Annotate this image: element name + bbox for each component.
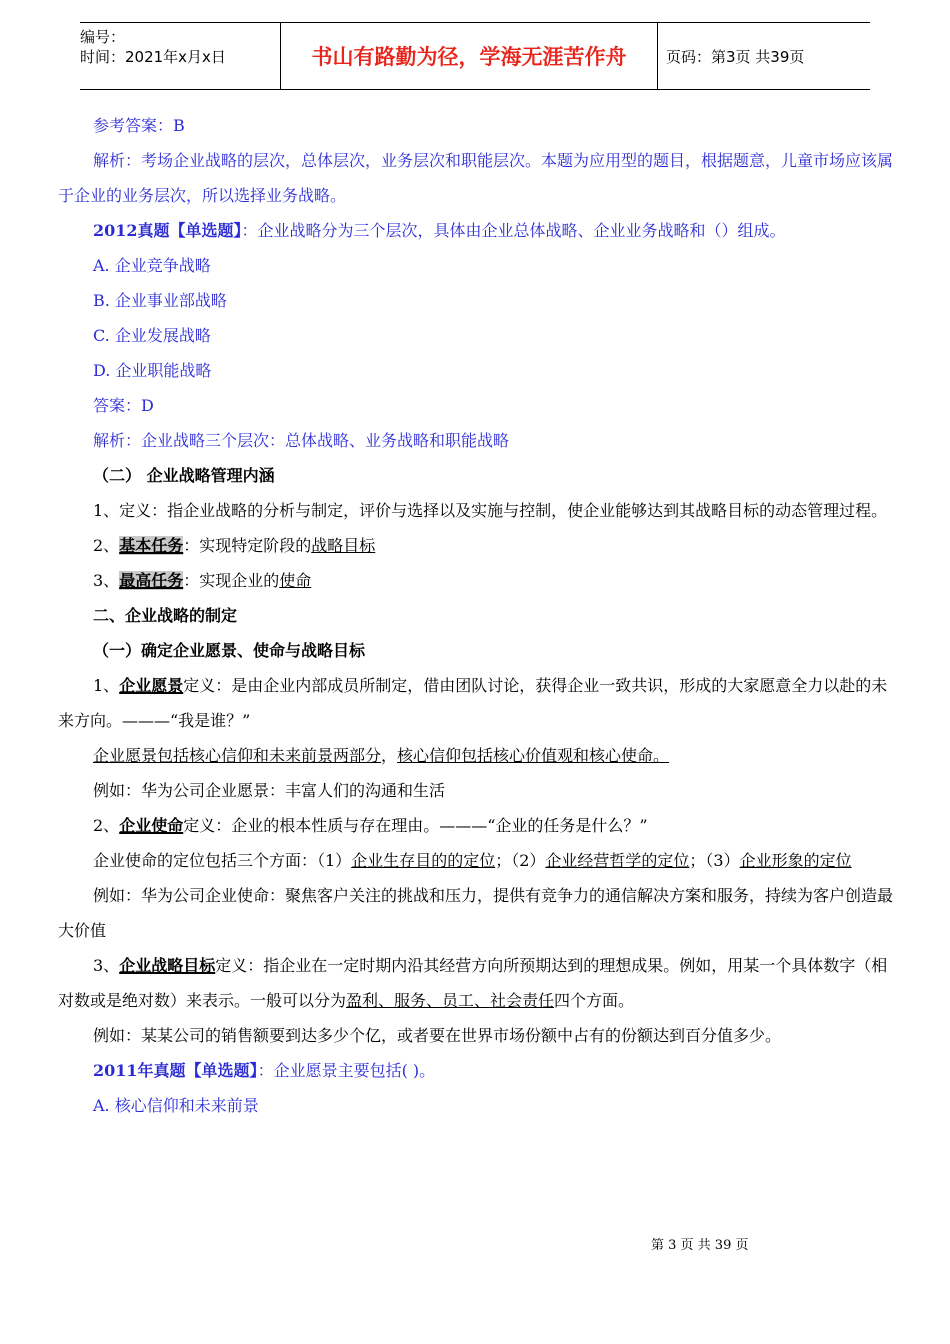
definition-paragraph: 1、定义：指企业战略的分析与制定，评价与选择以及实施与控制，使企业能够达到其战略目标的动态管理过程。 bbox=[93, 501, 888, 520]
question-2011-text: ：企业愿景主要包括( )。 bbox=[257, 1061, 436, 1080]
vision-text: 定义：是由企业内部成员所制定，借由团队讨论，获得企业一致共识，形成的大家愿意全力以赴的未来方向。———“我是谁？” bbox=[58, 676, 888, 730]
vision-components-sep: ， bbox=[381, 746, 398, 765]
option-c: C. 企业发展战略 bbox=[93, 326, 211, 345]
mission-definition bbox=[58, 808, 894, 843]
basic-task-number: 2、 bbox=[93, 536, 120, 555]
document-body bbox=[58, 108, 894, 1123]
header-page-code: 页码：第3页 共39页 bbox=[666, 47, 805, 66]
goal-four-aspects: 盈利、服务、员工、社会责任 bbox=[346, 991, 555, 1010]
page-footer: 第 3 页 共 39 页 bbox=[651, 1238, 749, 1253]
vision-example: 例如：华为公司企业愿景：丰富人们的沟通和生活 bbox=[93, 781, 446, 800]
question-2011-option-a: A. 核心信仰和未来前景 bbox=[93, 1096, 259, 1115]
top-task-number: 3、 bbox=[93, 571, 120, 590]
mission-positioning bbox=[58, 843, 894, 878]
mission-positioning-3: 企业形象的定位 bbox=[739, 851, 852, 870]
goal-example: 例如：某某公司的销售额要到达多少个亿，或者要在世界市场份额中占有的份额达到百分值多少。 bbox=[93, 1026, 782, 1045]
mission-positioning-sep1: ；（2） bbox=[495, 851, 546, 870]
mission-positioning-2: 企业经营哲学的定位 bbox=[545, 851, 690, 870]
top-task-term: 最高任务 bbox=[119, 571, 184, 590]
goal-number: 3、 bbox=[93, 956, 120, 975]
vision-term: 企业愿景 bbox=[119, 676, 184, 695]
mission-positioning-prefix: 企业使命的定位包括三个方面：（1） bbox=[93, 851, 352, 870]
mission-positioning-1: 企业生存目的的定位 bbox=[351, 851, 496, 870]
subsection-heading-vision: （一）确定企业愿景、使命与战略目标 bbox=[93, 641, 366, 660]
vision-components-part2: 核心信仰包括核心价值观和核心使命。 bbox=[397, 746, 670, 765]
option-d: D. 企业职能战略 bbox=[93, 361, 212, 380]
header-time: 时间：2021年x月x日 bbox=[80, 48, 226, 66]
header-number-label: 编号： bbox=[80, 28, 126, 46]
goal-definition bbox=[58, 948, 894, 1018]
goal-text: 定义：指企业在一定时期内沿其经营方向所预期达到的理想成果。例如，用某一个具体数字（相对数或是绝对数）来表示。一般可以分为 bbox=[58, 956, 888, 1010]
question-2012-tag: 2012真题【单选题】 bbox=[93, 221, 242, 240]
question-2011-year: 2011年真题 bbox=[93, 1061, 186, 1080]
vision-components-part1: 企业愿景包括核心信仰和未来前景两部分 bbox=[93, 746, 382, 765]
top-task-target: 使命 bbox=[279, 571, 312, 590]
basic-task-target: 战略目标 bbox=[311, 536, 376, 555]
top-task-line bbox=[58, 563, 894, 598]
question-2011-tag: 【单选题】 bbox=[185, 1061, 258, 1080]
basic-task-term: 基本任务 bbox=[119, 536, 184, 555]
goal-tail: 四个方面。 bbox=[554, 991, 635, 1010]
vision-number: 1、 bbox=[93, 676, 120, 695]
mission-positioning-sep2: ；（3） bbox=[689, 851, 740, 870]
section-heading-formulation: 二、企业战略的制定 bbox=[93, 606, 238, 625]
reference-answer: 参考答案：B bbox=[93, 116, 185, 135]
mission-number: 2、 bbox=[93, 816, 120, 835]
question-2011 bbox=[58, 1053, 894, 1088]
mission-term: 企业使命 bbox=[119, 816, 184, 835]
answer-analysis: 解析：企业战略三个层次：总体战略、业务战略和职能战略 bbox=[93, 431, 510, 450]
answer-line: 答案：D bbox=[93, 396, 154, 415]
question-2012-text: ：企业战略分为三个层次，具体由企业总体战略、企业业务战略和（）组成。 bbox=[241, 221, 786, 240]
page-header bbox=[80, 22, 870, 90]
option-b: B. 企业事业部战略 bbox=[93, 291, 227, 310]
question-2012 bbox=[58, 213, 894, 248]
section-heading-2: （二） 企业战略管理内涵 bbox=[93, 466, 275, 485]
option-a: A. 企业竞争战略 bbox=[93, 256, 211, 275]
top-task-text: ：实现企业的 bbox=[183, 571, 280, 590]
header-motto: 书山有路勤为径，学海无涯苦作舟 bbox=[280, 23, 658, 89]
vision-definition bbox=[58, 668, 894, 738]
basic-task-text: ：实现特定阶段的 bbox=[183, 536, 312, 555]
analysis-paragraph: 解析：考场企业战略的层次，总体层次，业务层次和职能层次。本题为应用型的题目，根据题意，儿童市场应该属于企业的业务层次，所以选择业务战略。 bbox=[58, 151, 894, 205]
goal-term: 企业战略目标 bbox=[119, 956, 216, 975]
header-meta bbox=[80, 23, 280, 89]
mission-example: 例如：华为公司企业使命：聚焦客户关注的挑战和压力，提供有竞争力的通信解决方案和服务，持续为客户创造最大价值 bbox=[58, 886, 894, 940]
basic-task-line bbox=[58, 528, 894, 563]
mission-text: 定义：企业的根本性质与存在理由。———“企业的任务是什么？” bbox=[183, 816, 648, 835]
vision-components bbox=[58, 738, 894, 773]
